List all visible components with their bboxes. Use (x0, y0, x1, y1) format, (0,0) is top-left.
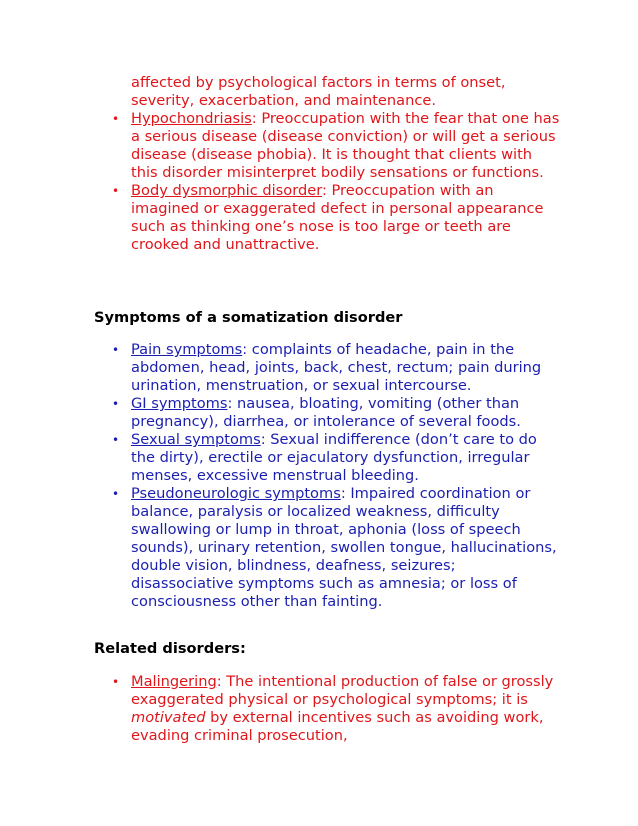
definition-text: : The intentional production of false or grossly exaggerated physical or psychological symptoms; it is (131, 673, 554, 708)
bullet-icon: • (112, 487, 120, 501)
continued-paragraph: affected by psychological factors in terms of onset, severity, exacerbation, and maintenance. (131, 74, 506, 109)
term-sexual-symptoms: Sexual symptoms (131, 431, 261, 448)
term-pain-symptoms: Pain symptoms (131, 341, 243, 358)
definition-text: by external incentives such as avoiding work, evading criminal prosecution, (131, 709, 544, 744)
emphasis-text: motivated (131, 709, 206, 726)
bullet-icon: • (112, 112, 120, 126)
section-heading-symptoms: Symptoms of a somatization disorder (94, 309, 403, 326)
section-heading-related: Related disorders: (94, 640, 246, 657)
bullet-icon: • (112, 184, 120, 198)
definition-text: : complaints of headache, pain in the abdomen, head, joints, back, chest, rectum; pain during urination, menstruation, or sexual intercourse. (131, 341, 542, 394)
list-item (112, 485, 561, 611)
definition-text: : Sexual indifference (don’t care to do the dirty), erectile or ejaculatory dysfunction, irregular menses, excessive menstrual bleeding. (131, 431, 537, 484)
bullet-icon: • (112, 675, 120, 689)
term-malingering: Malingering (131, 673, 217, 690)
definition-text: : Preoccupation with the fear that one has a serious disease (disease conviction) or will get a serious disease (disease phobia). It is thought that clients with this disorder misinterpret bodily sensations or functions. (131, 110, 560, 181)
definition-text: : Impaired coordination or balance, paralysis or localized weakness, difficulty swallowing or lump in throat, aphonia (loss of speech sounds), urinary retention, swollen tongue, hallucinations, double vision, blindness, deafness, seizures; disassociative symptoms such as amnesia; or loss of consciousness other than fainting. (131, 485, 557, 610)
list-item (112, 673, 561, 745)
symptoms-list (112, 341, 561, 611)
term-hypochondriasis: Hypochondriasis (131, 110, 252, 127)
related-disorders-list (112, 673, 561, 745)
bullet-icon: • (112, 433, 120, 447)
term-pseudoneurologic-symptoms: Pseudoneurologic symptoms (131, 485, 341, 502)
term-body-dysmorphic-disorder: Body dysmorphic disorder (131, 182, 322, 199)
list-item (112, 341, 561, 395)
list-item (112, 431, 561, 485)
term-gi-symptoms: GI symptoms (131, 395, 228, 412)
list-item (112, 110, 561, 182)
definition-text: : Preoccupation with an imagined or exaggerated defect in personal appearance such as thinking one’s nose is too large or teeth are crooked and unattractive. (131, 182, 544, 253)
bullet-icon: • (112, 397, 120, 411)
list-item (112, 395, 561, 431)
definition-text: : nausea, bloating, vomiting (other than pregnancy), diarrhea, or intolerance of several foods. (131, 395, 521, 430)
disorder-list (112, 110, 561, 254)
bullet-icon: • (112, 343, 120, 357)
list-item (112, 182, 561, 254)
